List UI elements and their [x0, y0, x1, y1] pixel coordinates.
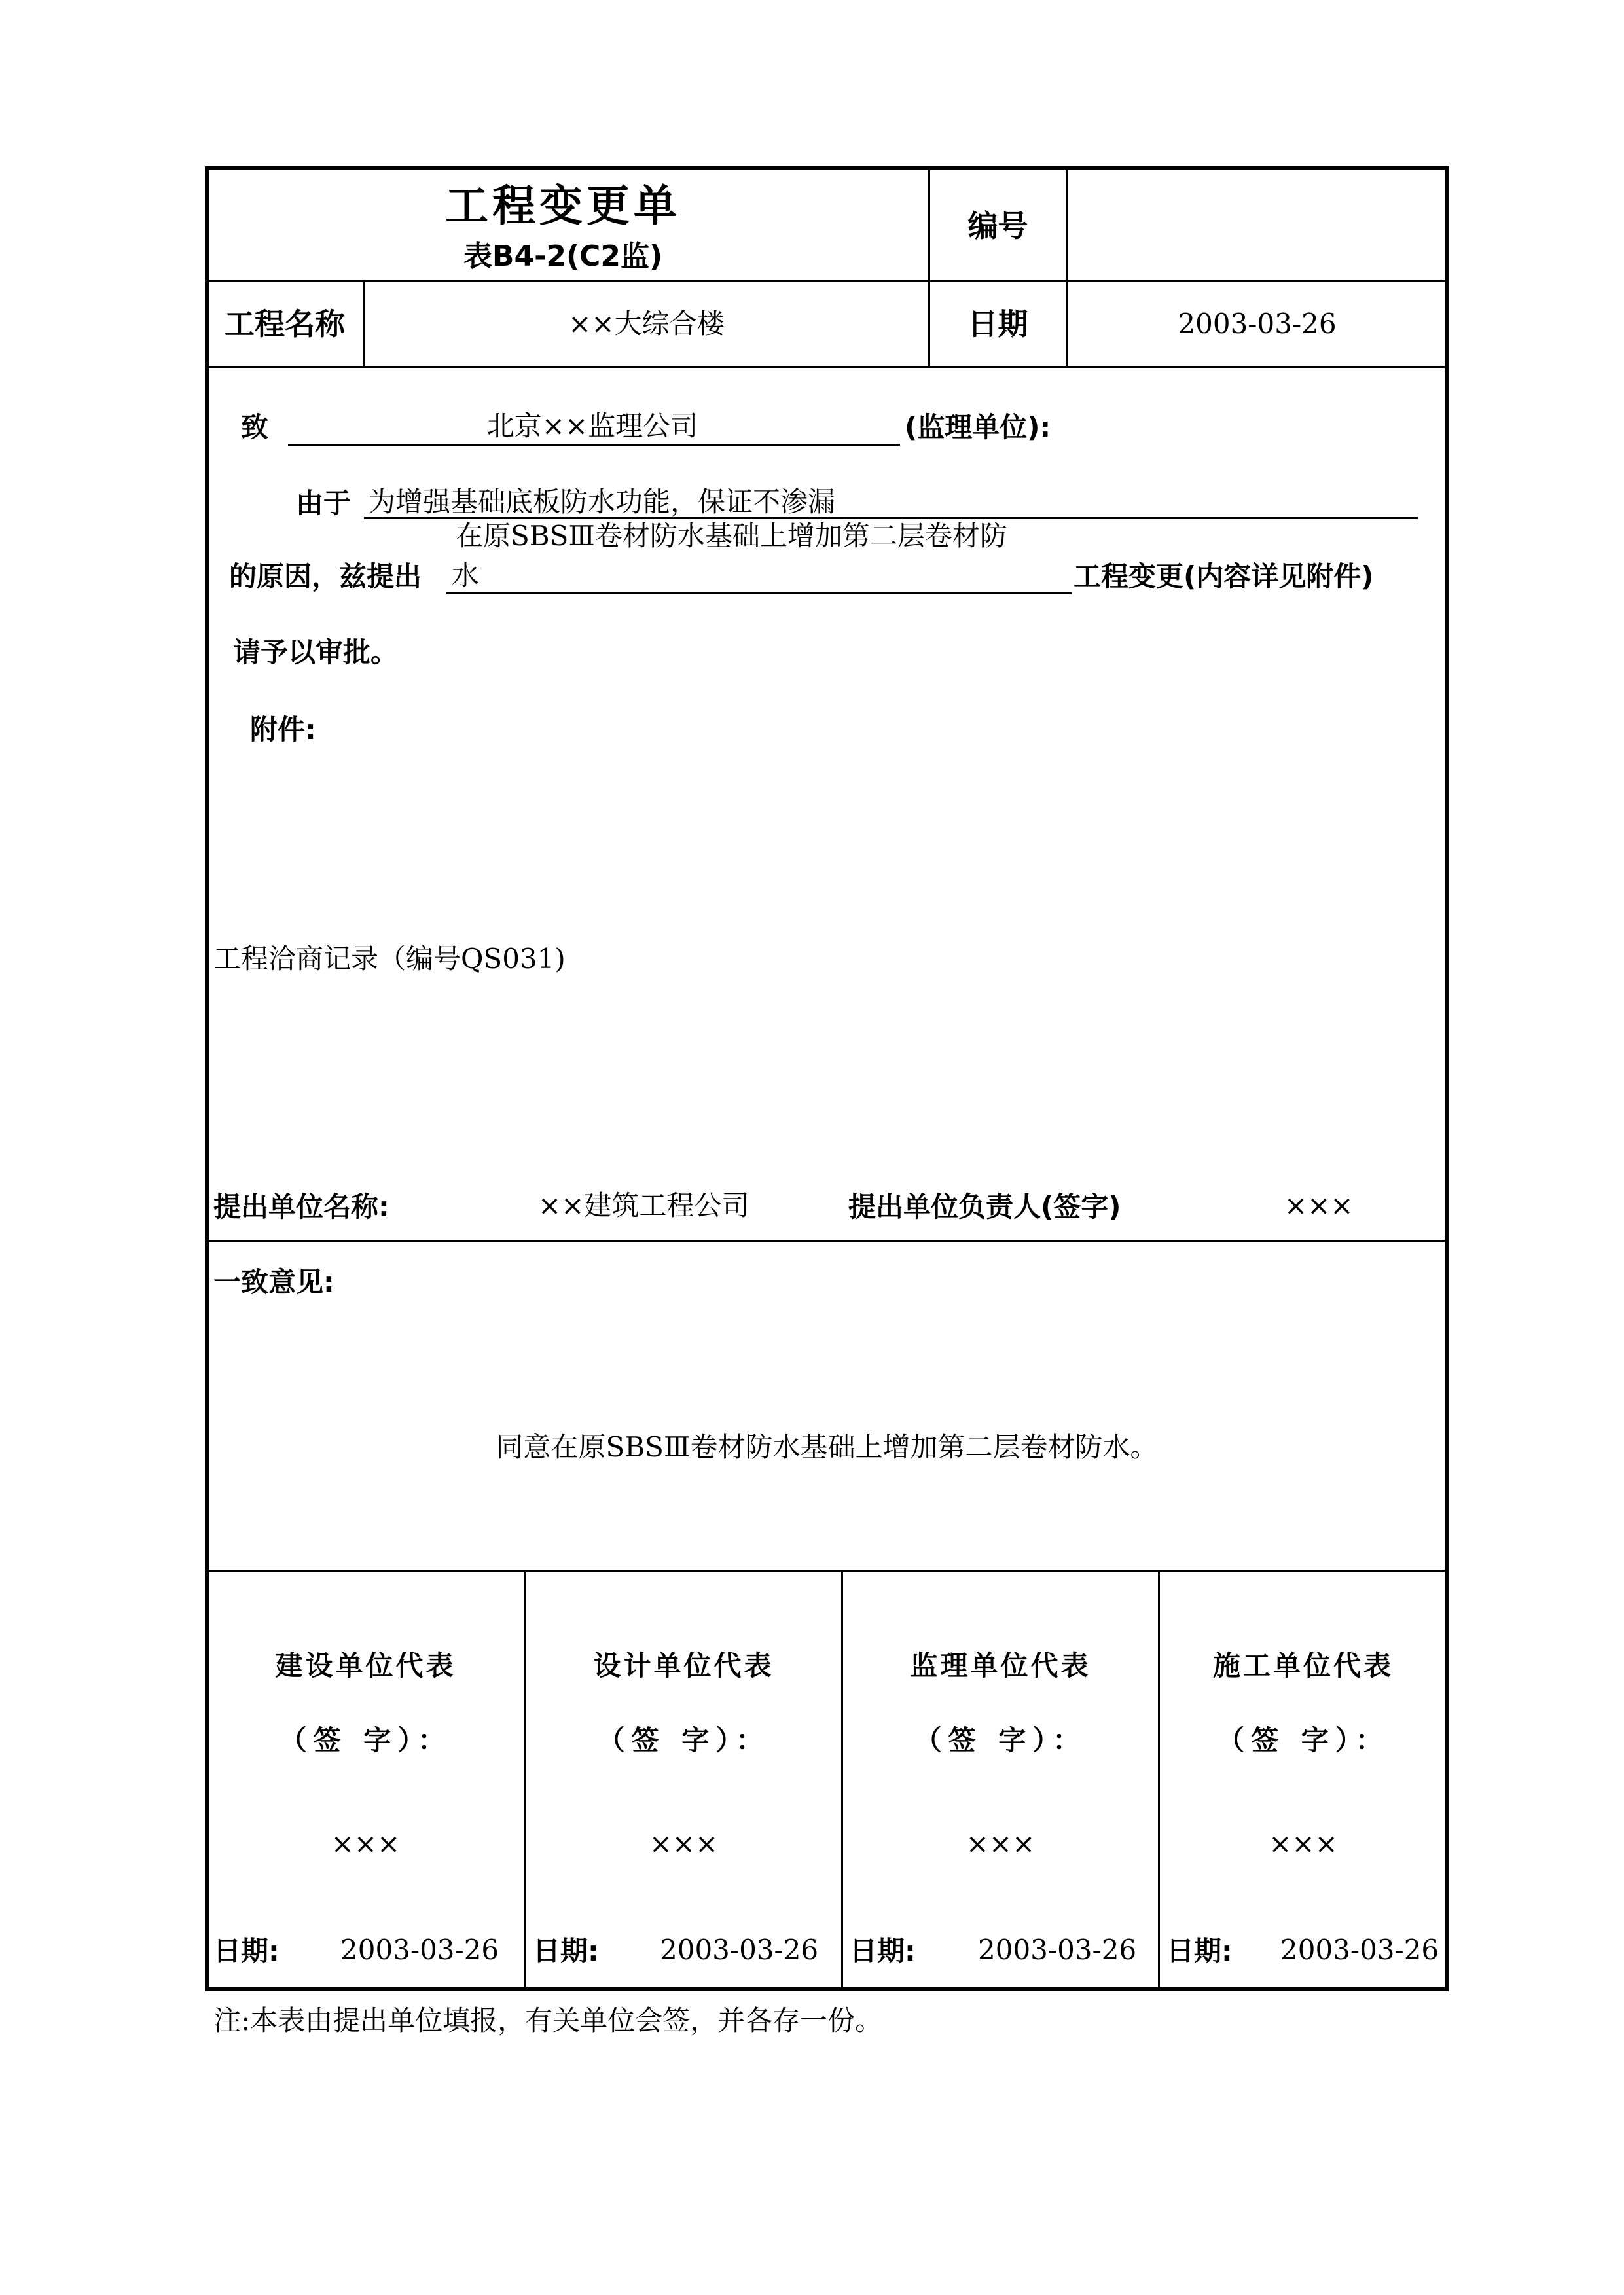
attachment-label: 附件: [250, 714, 316, 746]
row-divider [207, 366, 1447, 368]
signature-date-label: 日期: [1166, 1935, 1233, 1967]
signature-sign-label: （签 字）： [597, 1724, 770, 1756]
reason-text: 为增强基础底板防水功能，保证不渗漏 [368, 486, 836, 518]
footnote: 注:本表由提出单位填报，有关单位会签，并各存一份。 [213, 2004, 883, 2036]
responsible-label: 提出单位负责人(签字) [848, 1191, 1121, 1223]
signature-signer: ××× [965, 1828, 1036, 1860]
signature-date-label: 日期: [213, 1935, 280, 1967]
signature-signer: ××× [1269, 1828, 1338, 1860]
col-divider [524, 1572, 526, 1987]
signature-sign-label: （签 字）： [1217, 1724, 1390, 1756]
signature-signer: ××× [649, 1828, 719, 1860]
signature-title: 建设单位代表 [275, 1650, 456, 1682]
col-divider [841, 1572, 843, 1987]
project-name-label: 工程名称 [225, 306, 345, 342]
recipient-underline [288, 444, 900, 446]
proposal-text-line1: 在原SBSⅢ卷材防水基础上增加第二层卷材防 [456, 520, 1007, 552]
date-label: 日期 [967, 306, 1028, 342]
form-code: 表B4-2(C2监) [463, 240, 663, 273]
signature-title: 施工单位代表 [1212, 1650, 1394, 1682]
signature-date-label: 日期: [533, 1935, 599, 1967]
reason-underline [364, 517, 1418, 519]
number-label: 编号 [967, 208, 1028, 244]
form-title: 工程变更单 [445, 181, 681, 231]
proposal-text-line2: 水 [452, 559, 480, 591]
reason-prefix: 由于 [296, 487, 352, 519]
signature-date: 2003-03-26 [660, 1934, 819, 1966]
row-divider [207, 280, 1447, 282]
responsible-signature: ××× [1284, 1189, 1354, 1221]
date-value: 2003-03-26 [1178, 308, 1337, 340]
row-divider [207, 1570, 1447, 1572]
signature-sign-label: （签 字）： [914, 1724, 1087, 1756]
to-suffix: (监理单位): [905, 411, 1051, 443]
signature-date: 2003-03-26 [1280, 1934, 1439, 1966]
signature-title: 监理单位代表 [910, 1650, 1091, 1682]
proposal-suffix: 工程变更(内容详见附件) [1074, 560, 1374, 592]
signature-date: 2003-03-26 [340, 1934, 499, 1966]
form-frame [205, 166, 1449, 1991]
signature-sign-label: （签 字）： [279, 1724, 452, 1756]
row-divider [207, 1240, 1447, 1242]
to-prefix: 致 [241, 411, 269, 443]
opinion-label: 一致意见: [213, 1266, 334, 1298]
attachment-value: 工程洽商记录（编号QS031) [213, 943, 566, 975]
signature-signer: ××× [331, 1828, 401, 1860]
proposal-prefix: 的原因，兹提出 [229, 560, 422, 592]
col-divider [1158, 1572, 1160, 1987]
signature-title: 设计单位代表 [593, 1650, 774, 1682]
proposer-value: ××建筑工程公司 [538, 1189, 749, 1221]
request-text: 请予以审批。 [233, 636, 399, 668]
proposer-label: 提出单位名称: [213, 1191, 389, 1223]
signature-date: 2003-03-26 [978, 1934, 1137, 1966]
project-name-value: ××大综合楼 [568, 308, 725, 340]
signature-date-label: 日期: [850, 1935, 916, 1967]
proposal-underline [446, 592, 1072, 594]
recipient-name: 北京××监理公司 [486, 410, 698, 442]
opinion-text: 同意在原SBSⅢ卷材防水基础上增加第二层卷材防水。 [496, 1431, 1158, 1463]
